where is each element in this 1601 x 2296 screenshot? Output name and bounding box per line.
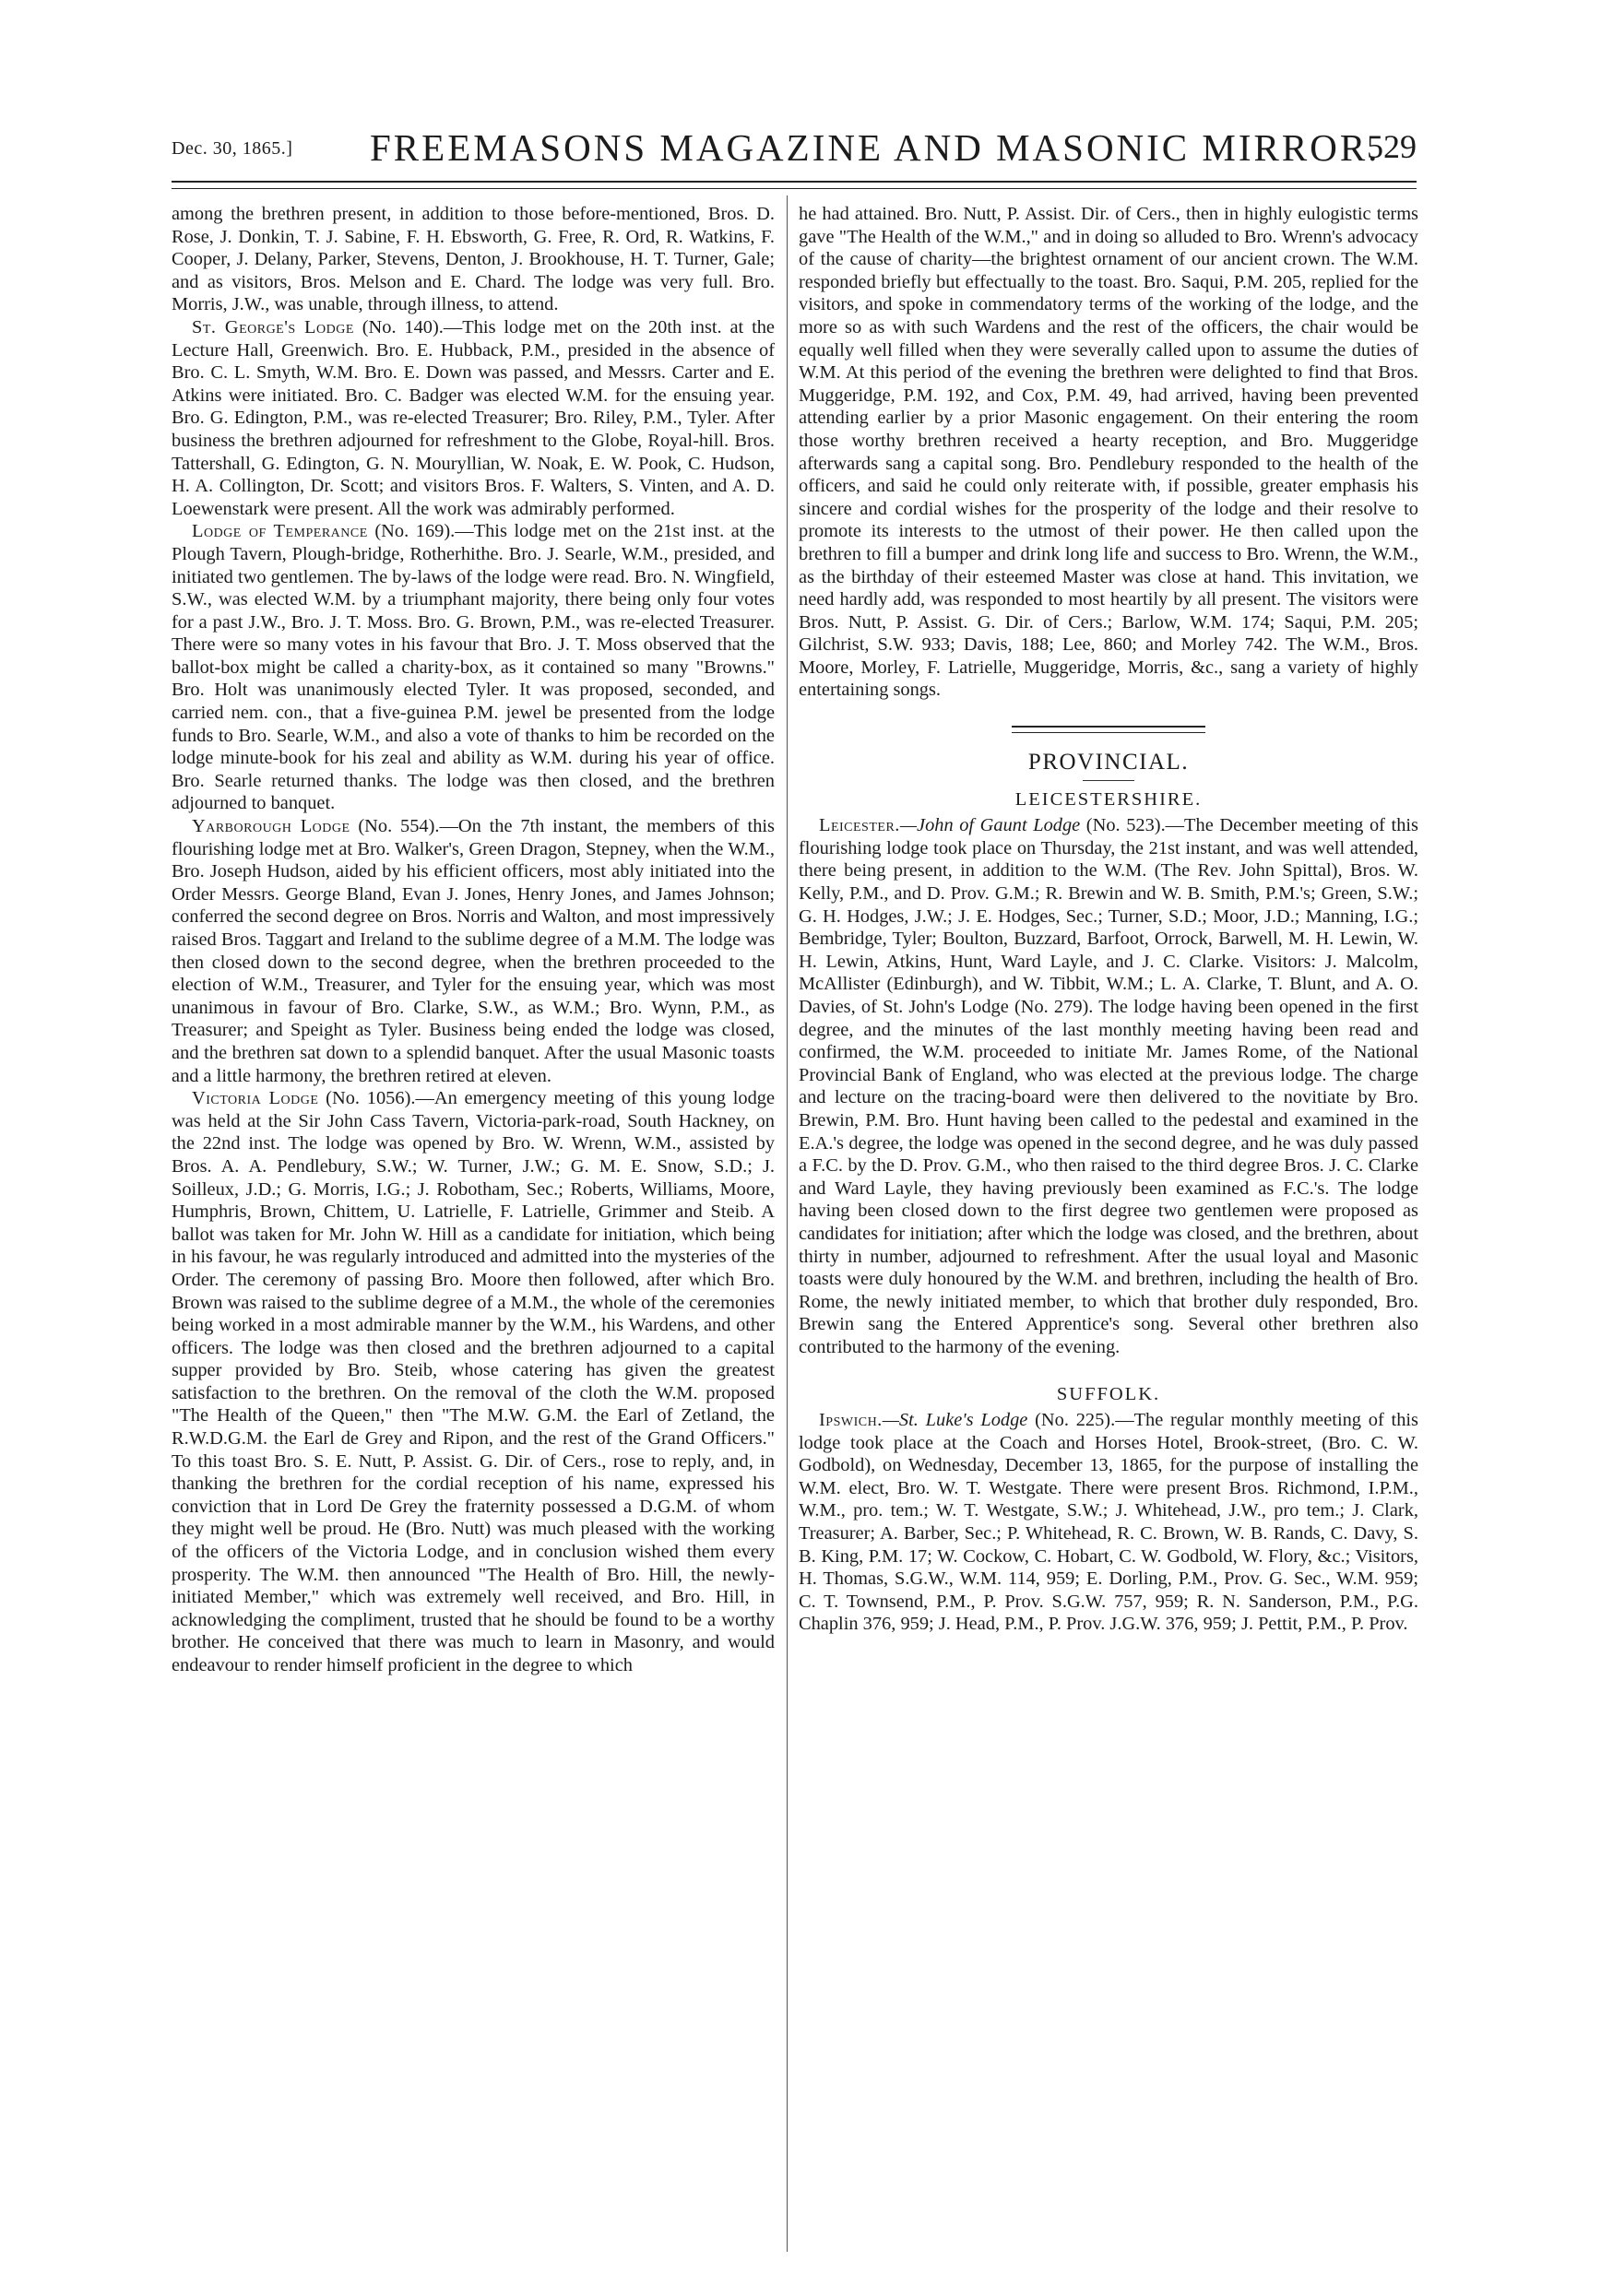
paragraph-text: (No. 523).—The December meeting of this flourishing lodge took place on Thursday, the 21st instant, and was well attended, there being present, in addition to the W.M. (The Rev. John Spittal), Bros. W. Kelly, P.M., and D. Prov. G.M.; R. Brewin and W. B. Smith, P.M.'s; Green, S.W.; G. H. Hodges, J.W.; J. E. Hodges, Sec.; Turner, S.D.; Moor, J.D.; Manning, I.G.; Bembridge, Tyler; Boulton, Buzzard, Barfoot, Orrock, Barwell, M. H. Lewin, W. H. Lewin, Atkins, Hunt, Ward Layle, and J. C. Clarke. Visitors: J. Malcolm, McAllister (Edinburgh), and W. Tibbit, W.M.; L. A. Clarke, T. Blunt, and A. O. Davies, of St. John's Lodge (No. 279). The lodge having been opened in the first degree, and the minutes of the last monthly meeting having been read and confirmed, the W.M. proceeded to initiate Mr. James Rome, of the National Provincial Bank of England, who was elected at the previous lodge. The charge and lecture on the tracing-board were then delivered to the novitiate by Bro. Brewin, P.M. Bro. Hunt having been called to the pedestal and examined in the E.A.'s degree, the lodge was opened in the second degree, and he was duly passed a F.C. by the D. Prov. G.M., who then raised to the third degree Bros. J. C. Clarke and Ward Layle, they having previously been examined as F.C.'s. The lodge having been closed down to the first degree two gentlemen were proposed as candidates for initiation; after which the lodge was closed, and the brethren, about thirty in number, adjourned to refreshment. After the usual loyal and Masonic toasts were duly honoured by the W.M. and brethren, including the health of Bro. Rome, the newly initiated member, to which that brother duly responded, Bro. Brewin sang the Entered Apprentice's song. Several other brethren also contributed to the harmony of the evening. bbox=[799, 815, 1418, 1357]
paragraph-st-georges-lodge bbox=[172, 316, 775, 520]
lodge-name: St. George's Lodge bbox=[192, 316, 354, 337]
subheading-leicestershire: LEICESTERSHIRE. bbox=[1014, 788, 1203, 810]
lodge-name: Victoria Lodge bbox=[192, 1088, 319, 1109]
magazine-title: FREEMASONS MAGAZINE AND MASONIC MIRROR. bbox=[370, 126, 1381, 169]
paragraph-lodge-of-temperance bbox=[172, 520, 775, 815]
section-divider bbox=[1012, 726, 1205, 733]
paragraph-text: (No. 140).—This lodge met on the 20th inst. at the Lecture Hall, Greenwich. Bro. E. Hubback, P.M., presided in the absence of Bro. C. L. Smyth, W.M. Bro. E. Down was passed, and Messrs. Carter and E. Atkins were initiated. Bro. C. Badger was elected W.M. for the ensuing year. Bro. G. Edington, P.M., was re-elected Treasurer; Bro. Riley, P.M., Tyler. After business the brethren adjourned for refreshment to the Globe, Royal-hill. Bros. Tattershall, G. Edington, G. N. Mouryllian, W. Noak, E. W. Pook, C. Hudson, H. A. Collington, Dr. Scott; and visitors Bros. F. Walters, S. Vinten, and A. D. Loewenstark were present. All the work was admirably performed. bbox=[172, 316, 775, 519]
header-rule bbox=[172, 181, 1417, 189]
running-head bbox=[172, 118, 1417, 173]
lodge-name: Yarborough Lodge bbox=[192, 816, 350, 837]
issue-date: Dec. 30, 1865.] bbox=[172, 138, 293, 159]
place-name: Ipswich. bbox=[819, 1410, 883, 1431]
paragraph-continued: among the brethren present, in addition to those before-mentioned, Bros. D. Rose, J. Donkin, T. J. Sabine, F. H. Ebsworth, G. Free, R. Ord, R. Watkins, F. Cooper, J. Delany, Parker, Stevens, Denton, J. Brookhouse, H. T. Turner, Gale; and as visitors, Bros. Melson and E. Chard. The lodge was very full. Bro. Morris, J.W., was unable, through illness, to attend. bbox=[172, 204, 775, 315]
page-number: 529 bbox=[1367, 128, 1417, 165]
column-divider bbox=[787, 195, 788, 2252]
right-column bbox=[799, 203, 1418, 1636]
paragraph-continued: he had attained. Bro. Nutt, P. Assist. Dir. of Cers., then in highly eulogistic terms gave "The Health of the W.M.," and in doing so alluded to Bro. Wrenn's advocacy of the cause of charity—the brightest ornament of our ancient crown. The W.M. responded briefly but effectually to the toast. Bro. Saqui, P.M. 205, replied for the visitors, and spoke in commendatory terms of the working of the lodge, and the more so as with such Wardens and the rest of the officers, the chair would be equally well filled when they were severally called upon to assume the duties of W.M. At this period of the evening the brethren were delighted to find that Bros. Muggeridge, P.M. 192, and Cox, P.M. 49, had arrived, having been prevented attending earlier by a prior Masonic engagement. On their entering the room those worthy brethren received a hearty reception, and Bro. Muggeridge afterwards sang a capital song. Bro. Pendlebury responded to the health of the officers, and said he could only reiterate with, if possible, greater emphasis his sincere and cordial wishes for the prosperity of the lodge and their resolve to promote its interests to the utmost of their power. He then called upon the brethren to fill a bumper and drink long life and success to Bro. Wrenn, the W.M., as the birthday of their esteemed Master was close at hand. This invitation, we need hardly add, was responded to most heartily by all present. The visitors were Bros. Nutt, P. Assist. G. Dir. of Cers.; Barlow, W.M. 174; Saqui, P.M. 205; Gilchrist, S.W. 933; Davis, 188; Lee, 860; and Morley 742. The W.M., Bros. Moore, Morley, F. Latrielle, Muggeridge, Morris, &c., sang a variety of highly entertaining songs. bbox=[799, 204, 1418, 701]
paragraph-john-of-gaunt-lodge bbox=[799, 814, 1418, 1358]
lodge-name: —John of Gaunt Lodge bbox=[899, 815, 1081, 836]
left-column bbox=[172, 203, 775, 1677]
lodge-name: Lodge of Temperance bbox=[192, 521, 368, 542]
paragraph-text: (No. 225).—The regular monthly meeting of this lodge took place at the Coach and Horses Hotel, Brook-street, (Bro. C. W. Godbold), on Wednesday, December 13, 1865, for the purpose of installing the W.M. elect, Bro. W. T. Westgate. There were present Bros. Richmond, I.P.M., W.M., pro. tem.; W. T. Westgate, S.W.; J. Whitehead, J.W., pro tem.; J. Clark, Treasurer; A. Barber, Sec.; P. Whitehead, R. C. Brown, W. B. Rands, C. Davy, S. B. King, P.M. 17; W. Cockow, C. Hobart, C. W. Godbold, W. Flory, &c.; Visitors, H. Thomas, S.G.W., W.M. 114, 959; E. Dorling, P.M., Prov. G. Sec., W.M. 959; C. T. Townsend, P.M., P. Prov. S.G.W. 757, 959; R. N. Sanderson, P.M., P.G. Chaplin 376, 959; J. Head, P.M., P. Prov. J.G.W. 376, 959; J. Pettit, P.M., P. Prov. bbox=[799, 1410, 1418, 1635]
paragraph-text: (No. 554).—On the 7th instant, the members of this flourishing lodge met at Bro. Walker's, Green Dragon, Stepney, when the W.M., Bro. Joseph Hudson, aided by his efficient officers, most ably initiated into the Order Messrs. George Bland, Evan J. Jones, Henry Jones, and James Johnson; conferred the second degree on Bros. Norris and Walton, and most impressively raised Bros. Taggart and Ireland to the sublime degree of a M.M. The lodge was then closed down to the second degree, when the brethren proceeded to the election of W.M., Treasurer, and Tyler for the ensuing year, which was most unanimous in favour of Bro. Clarke, S.W., as W.M.; Bro. Wynn, P.M., as Treasurer; and Speight as Tyler. Business being ended the lodge was closed, and the brethren sat down to a splendid banquet. After the usual Masonic toasts and a little harmony, the brethren retired at eleven. bbox=[172, 816, 775, 1086]
paragraph-text: (No. 169).—This lodge met on the 21st inst. at the Plough Tavern, Plough-bridge, Rotherhithe. Bro. J. Searle, W.M., presided, and initiated two gentlemen. The by-laws of the lodge were read. Bro. N. Wingfield, S.W., was elected W.M. by a triumphant majority, there being only four votes for a past J.W., Bro. J. T. Moss. Bro. G. Brown, P.M., was re-elected Treasurer. There were so many votes in his favour that Bro. J. T. Moss observed that the ballot-box might be called a charity-box, as it contained so many "Browns." Bro. Holt was unanimously elected Tyler. It was proposed, seconded, and carried nem. con., that a five-guinea P.M. jewel be presented from the lodge funds to Bro. Searle, W.M., and also a vote of thanks to him be recorded on the lodge minute-book for his zeal and ability as W.M. during his year of office. Bro. Searle returned thanks. The lodge was then closed, and the brethren adjourned to banquet. bbox=[172, 521, 775, 814]
subheading-suffolk: SUFFOLK. bbox=[1056, 1383, 1161, 1404]
place-name: Leicester. bbox=[819, 815, 900, 836]
lodge-name: —St. Luke's Lodge bbox=[882, 1410, 1028, 1431]
section-heading: PROVINCIAL. bbox=[1027, 750, 1190, 775]
paragraph-text: (No. 1056).—An emergency meeting of this young lodge was held at the Sir John Cass Tavern, Victoria-park-road, South Hackney, on the 22nd inst. The lodge was opened by Bro. W. Wrenn, W.M., assisted by Bros. A. A. Pendlebury, S.W.; W. Turner, J.W.; G. M. E. Snow, S.D.; J. Soilleux, J.D.; G. Morris, I.G.; J. Robotham, Sec.; Roberts, Williams, Moore, Humphris, Brown, Chittem, U. Latrielle, F. Latrielle, Grimmer and Steib. A ballot was taken for Mr. John W. Hill as a candidate for initiation, which being in his favour, he was regularly introduced and admitted into the mysteries of the Order. The ceremony of passing Bro. Moore then followed, after which Bro. Brown was raised to the sublime degree of a M.M., the whole of the ceremonies being worked in a most admirable manner by the W.M., his Wardens, and other officers. The lodge was then closed and the brethren adjourned to a capital supper provided by Bro. Steib, whose catering has given the greatest satisfaction to the brethren. On the removal of the cloth the W.M. proposed "The Health of the Queen," then "The M.W. G.M. the Earl of Zetland, the R.W.D.G.M. the Earl de Grey and Ripon, and the rest of the Grand Officers." To this toast Bro. S. E. Nutt, P. Assist. G. Dir. of Cers., rose to reply, and, in thanking the brethren for the cordial reception of his name, expressed his conviction that in Lord De Grey the fraternity possessed a D.G.M. of whom they might well be proud. He (Bro. Nutt) was much pleased with the working of the officers of the Victoria Lodge, and in conclusion wished them every prosperity. The W.M. then announced "The Health of Bro. Hill, the newly-initiated Member," which was extremely well received, and Bro. Hill, in acknowledging the compliment, trusted that he should be found to be a worthy brother. He conceived that there was much to learn in Masonry, and would endeavour to render himself proficient in the degree to which bbox=[172, 1088, 776, 1675]
paragraph-st-lukes-lodge bbox=[799, 1409, 1418, 1636]
paragraph-yarborough-lodge bbox=[172, 815, 775, 1087]
heading-rule bbox=[1083, 780, 1134, 781]
paragraph-victoria-lodge bbox=[172, 1087, 775, 1676]
